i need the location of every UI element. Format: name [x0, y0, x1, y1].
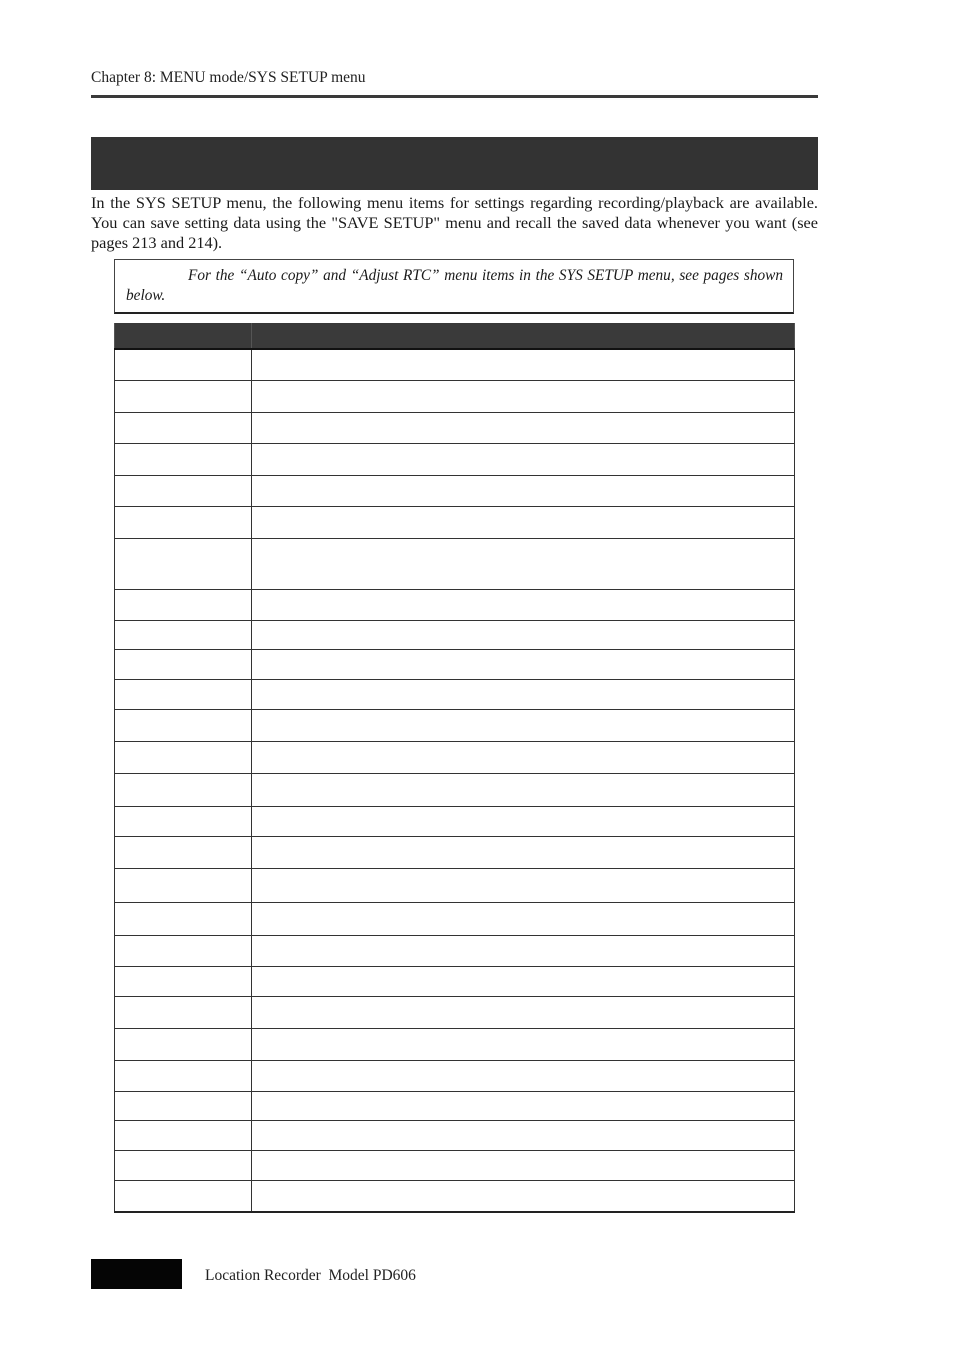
table-row	[115, 836, 795, 868]
table-cell-item	[115, 709, 252, 741]
table-cell-item	[115, 349, 252, 380]
table-cell-item	[115, 412, 252, 443]
table-cell-description	[252, 966, 795, 996]
table-cell-item	[115, 538, 252, 589]
table-cell-description	[252, 506, 795, 538]
table-header-item	[115, 323, 252, 349]
table-cell-item	[115, 1091, 252, 1120]
table-cell-description	[252, 902, 795, 935]
table-cell-item	[115, 868, 252, 902]
note-box	[114, 259, 794, 314]
table-row	[115, 773, 795, 806]
intro-paragraph: In the SYS SETUP menu, the following menu items for settings regarding recording/playback are available. You can save setting data using the "SAVE SETUP" menu and recall the saved data whenever you want (see pages 213 and 214).	[91, 193, 818, 252]
table-body	[115, 349, 795, 1212]
table-cell-item	[115, 741, 252, 773]
table-row	[115, 1120, 795, 1150]
note-text: For the “Auto copy” and “Adjust RTC” menu items in the SYS SETUP menu, see pages shown below.	[126, 267, 783, 304]
running-head: Chapter 8: MENU mode/SYS SETUP menu	[91, 69, 366, 86]
table-row	[115, 1180, 795, 1212]
table-row	[115, 679, 795, 709]
table-row	[115, 1028, 795, 1060]
header-rule	[91, 95, 818, 98]
table-row	[115, 868, 795, 902]
table-cell-item	[115, 996, 252, 1028]
table-cell-description	[252, 1120, 795, 1150]
table-row	[115, 475, 795, 506]
table-row	[115, 349, 795, 380]
table-cell-description	[252, 380, 795, 412]
table-cell-description	[252, 806, 795, 836]
table-header-description	[252, 323, 795, 349]
table-cell-item	[115, 1150, 252, 1180]
table-cell-description	[252, 1180, 795, 1212]
footer-text: Location Recorder Model PD606	[205, 1267, 416, 1284]
table-row	[115, 1150, 795, 1180]
table-cell-description	[252, 935, 795, 966]
table-cell-description	[252, 679, 795, 709]
table-row	[115, 506, 795, 538]
table-cell-item	[115, 1060, 252, 1091]
table-row	[115, 966, 795, 996]
table-cell-description	[252, 620, 795, 649]
table-cell-item	[115, 806, 252, 836]
table-cell-item	[115, 589, 252, 620]
table-cell-description	[252, 868, 795, 902]
table-cell-item	[115, 1180, 252, 1212]
table-row	[115, 806, 795, 836]
table-cell-item	[115, 506, 252, 538]
table-cell-description	[252, 1060, 795, 1091]
table-cell-item	[115, 620, 252, 649]
table-row	[115, 1060, 795, 1091]
table-cell-description	[252, 349, 795, 380]
table-cell-description	[252, 412, 795, 443]
table-cell-description	[252, 741, 795, 773]
table-row	[115, 412, 795, 443]
table-cell-description	[252, 1150, 795, 1180]
table-row	[115, 443, 795, 475]
table-cell-description	[252, 1091, 795, 1120]
table-cell-description	[252, 996, 795, 1028]
section-title-bar	[91, 137, 818, 190]
table-cell-item	[115, 1120, 252, 1150]
table-row	[115, 709, 795, 741]
table-cell-item	[115, 966, 252, 996]
table-cell-description	[252, 649, 795, 679]
table-row	[115, 996, 795, 1028]
table-cell-description	[252, 443, 795, 475]
table-cell-item	[115, 1028, 252, 1060]
table-cell-description	[252, 773, 795, 806]
table-cell-item	[115, 836, 252, 868]
table-cell-description	[252, 1028, 795, 1060]
menu-items-table	[114, 323, 795, 1213]
table-cell-item	[115, 935, 252, 966]
table-header-row	[115, 323, 795, 349]
table-row	[115, 902, 795, 935]
table-cell-description	[252, 709, 795, 741]
table-cell-item	[115, 649, 252, 679]
table-row	[115, 620, 795, 649]
table-cell-item	[115, 773, 252, 806]
table-cell-item	[115, 475, 252, 506]
page-number-block	[91, 1259, 182, 1289]
table-row	[115, 935, 795, 966]
table-cell-item	[115, 380, 252, 412]
table-cell-description	[252, 538, 795, 589]
table-row	[115, 1091, 795, 1120]
table-row	[115, 649, 795, 679]
table-row	[115, 538, 795, 589]
table-cell-description	[252, 836, 795, 868]
table-cell-description	[252, 589, 795, 620]
table-cell-item	[115, 443, 252, 475]
table-cell-description	[252, 475, 795, 506]
table-row	[115, 380, 795, 412]
table-cell-item	[115, 902, 252, 935]
table-cell-item	[115, 679, 252, 709]
table-row	[115, 589, 795, 620]
table-row	[115, 741, 795, 773]
